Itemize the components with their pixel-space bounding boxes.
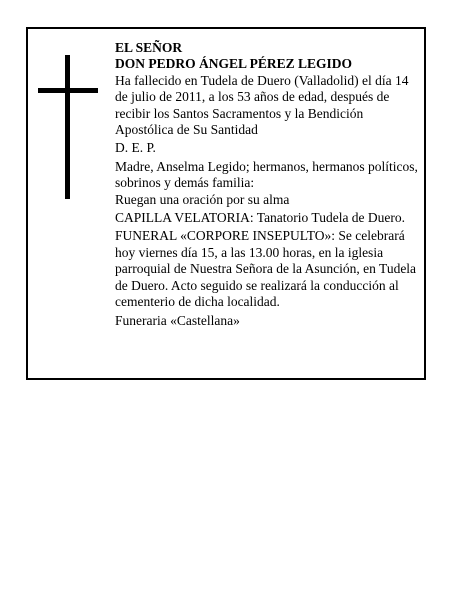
chapel-line: CAPILLA VELATORIA: Tanatorio Tudela de Duero. xyxy=(115,210,406,226)
dep-line: D. E. P. xyxy=(115,140,156,156)
funeral-details: FUNERAL «CORPORE INSEPULTO»: Se celebrará hoy viernes día 15, a las 13.00 horas, en la iglesia parroquial de Nuestra Señora de la Asunción, en Tudela de Duero. Acto seguido se realizará la conducción al cementerio de dicha localidad. xyxy=(115,228,417,310)
deceased-name: DON PEDRO ÁNGEL PÉREZ LEGIDO xyxy=(115,56,353,72)
death-statement: Ha fallecido en Tudela de Duero (Valladolid) el día 14 de julio de 2011, a los 53 años de edad, después de recibir los Santos Sacramentos y la Bendición Apostólica de Su Santidad xyxy=(115,72,409,138)
cross-vertical-bar xyxy=(65,55,70,199)
prayer-line: Ruegan una oración por su alma xyxy=(115,191,290,207)
notice-heading: EL SEÑOR xyxy=(115,40,183,55)
notice-text xyxy=(115,40,423,329)
family-line: Madre, Anselma Legido; hermanos, hermanos políticos, sobrinos y demás familia: xyxy=(115,158,418,191)
cross-icon xyxy=(38,55,98,199)
cross-horizontal-bar xyxy=(38,88,98,93)
obituary-notice xyxy=(26,27,426,380)
funeral-home: Funeraria «Castellana» xyxy=(115,312,240,328)
